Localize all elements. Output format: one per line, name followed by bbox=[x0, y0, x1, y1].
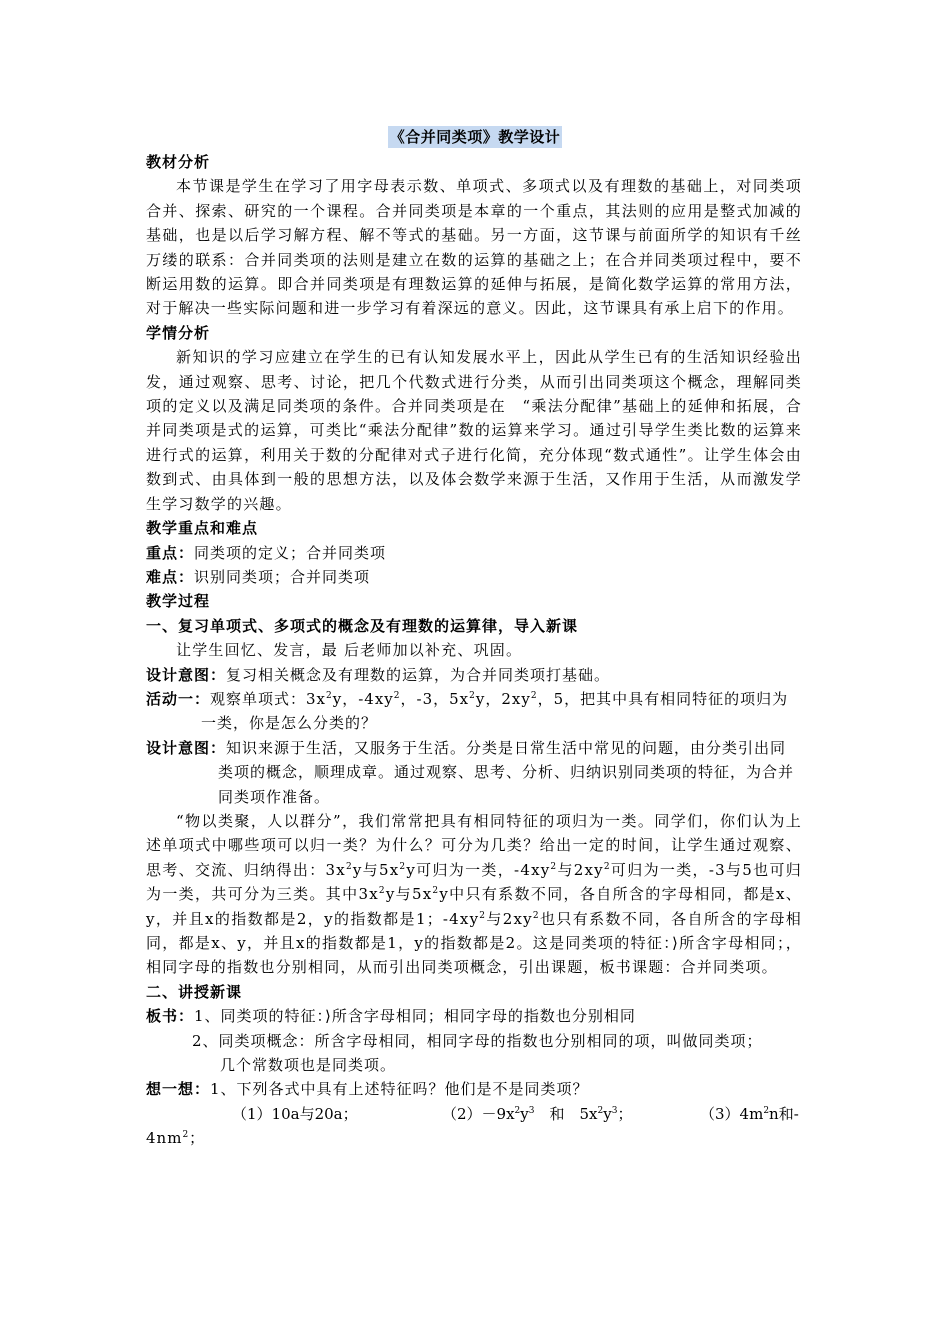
exercise-text: 和 5x bbox=[534, 1104, 598, 1123]
paragraph-text: y中只有系数不同，各自所含的字母相同，都是x、y，并且x的指数都是2，y的指数都是1；-4xy bbox=[146, 885, 803, 928]
exercise-text: 4nm bbox=[146, 1129, 183, 1148]
exercise-text: （2）－9x bbox=[442, 1104, 515, 1123]
difficulty-label: 难点： bbox=[146, 567, 195, 586]
board-line-1 bbox=[146, 1004, 802, 1028]
design-intent-1-text: 复习相关概念及有理数的运算，为合并同类项打基础。 bbox=[226, 665, 611, 684]
exponent: 2 bbox=[530, 690, 538, 701]
board-item-3: 几个常数项也是同类项。 bbox=[220, 1056, 397, 1075]
exponent: 2 bbox=[326, 690, 333, 701]
difficulty-text: 识别同类项；合并同类项 bbox=[194, 567, 371, 586]
document-body bbox=[146, 150, 802, 1151]
think-line bbox=[146, 1077, 802, 1101]
exponent: 2 bbox=[399, 861, 407, 872]
exponent: 2 bbox=[182, 1130, 190, 1141]
board-label: 板书： bbox=[146, 1007, 195, 1026]
document-title: 《合并同类项》教学设计 bbox=[389, 128, 561, 146]
exercise-2 bbox=[442, 1102, 632, 1126]
think-label: 想一想： bbox=[146, 1080, 211, 1099]
exponent: 3 bbox=[528, 1105, 535, 1116]
exercise-text: ； bbox=[189, 1129, 206, 1148]
design-intent-1 bbox=[146, 663, 802, 687]
exponent: 2 bbox=[603, 861, 611, 872]
exercise-text: n和- bbox=[769, 1104, 799, 1123]
exponent: 2 bbox=[550, 861, 558, 872]
key-point-text: 同类项的定义；合并同类项 bbox=[194, 543, 387, 562]
heading-key-points: 教学重点和难点 bbox=[146, 519, 259, 538]
key-point-label: 重点： bbox=[146, 543, 195, 562]
exponent: 2 bbox=[469, 690, 476, 701]
exercise-1: （1）10a与20a； bbox=[232, 1104, 358, 1123]
exercise-3 bbox=[700, 1102, 799, 1126]
exercise-3-continued bbox=[146, 1126, 802, 1150]
activity-one-label: 活动一： bbox=[146, 689, 211, 708]
activity-text: ，-3，5x bbox=[400, 689, 470, 708]
paragraph-text: 也只有系数不同，各自所含的字母相同，都是x、y，并且x的指数都是1，y的指数都是2。这是同类项的特征：⟩所含字母相同；，相同字母的指数也分别相同，从而引出同类项概念，引出课题，板书课题：合并同类项。 bbox=[146, 909, 803, 977]
heading-student-analysis: 学情分析 bbox=[146, 323, 211, 342]
heading-textbook-analysis: 教材分析 bbox=[146, 153, 211, 171]
activity-text: y，-4xy bbox=[332, 689, 394, 708]
paragraph-text: 与2xy bbox=[557, 860, 604, 879]
exponent: 2 bbox=[479, 910, 487, 921]
exponent: 2 bbox=[432, 886, 440, 897]
activity-text: y，2xy bbox=[475, 689, 531, 708]
activity-text: ，5，把其中具有相同特征的项归为一类，你是怎么分类的？ bbox=[201, 689, 789, 733]
paragraph-text: y可归为一类，-4xy bbox=[406, 860, 551, 879]
activity-text: 观察单项式：3x bbox=[210, 689, 327, 708]
exponent: 2 bbox=[532, 910, 540, 921]
exercise-text: y bbox=[603, 1104, 612, 1123]
part1-text: 让学生回忆、发言，最 后老师加以补充、巩固。 bbox=[176, 641, 523, 660]
exponent: 2 bbox=[597, 1105, 604, 1116]
exponent: 2 bbox=[763, 1105, 770, 1116]
paragraph-text: 可归为一类，-3与5也可归为一类，共可分为三类。其中3x bbox=[146, 860, 803, 904]
classification-paragraph bbox=[146, 809, 802, 980]
design-intent-2 bbox=[146, 736, 802, 809]
board-item-2: 2、同类项概念：所含字母相同，相同字母的指数也分别相同的项，叫做同类项； bbox=[192, 1031, 763, 1050]
exponent: 2 bbox=[345, 861, 353, 872]
paragraph-text: y与5x bbox=[352, 860, 400, 879]
difficulty-line bbox=[146, 565, 802, 589]
paragraph-text: y与5x bbox=[385, 885, 433, 904]
textbook-analysis-paragraph: 本节课是学生在学习了用字母表示数、单项式、多项式以及有理数的基础上，对同类项合并、探索、研究的一个课程。合并同类项是本章的一个重点，其法则的应用是整式加减的基础，也是以后学习解方程、解不等式的基础。另一方面，这节课与前面所学的知识有千丝万缕的联系：合并同类项的法则是建立在数的运算的基础之上；在合并同类项过程中，要不断运用数的运算。即合并同类项是有理数运算的延伸与拓展，是简化数学运算的常用方法，对于解决一些实际问题和进一步学习有着深远的意义。因此，这节课具有承上启下的作用。 bbox=[146, 177, 802, 318]
part1-heading: 一、复习单项式、多项式的概念及有理数的运算律，导入新课 bbox=[146, 616, 579, 635]
design-intent-2-text: 知识来源于生活，又服务于生活。分类是日常生活中常见的问题，由分类引出同类项的概念，顺理成章。通过观察、思考、分析、归纳识别同类项的特征，为合并同类项作准备。 bbox=[218, 738, 795, 806]
think-text: 1、下列各式中具有上述特征吗？他们是不是同类项？ bbox=[210, 1080, 589, 1099]
exponent: 2 bbox=[378, 886, 386, 897]
exercise-text: ； bbox=[617, 1104, 633, 1123]
exercise-text: （3）4m bbox=[700, 1104, 764, 1123]
title-row bbox=[0, 126, 950, 148]
exercise-row bbox=[146, 1102, 802, 1126]
exponent: 2 bbox=[393, 690, 401, 701]
activity-one bbox=[146, 687, 802, 736]
heading-teaching-process: 教学过程 bbox=[146, 592, 211, 611]
key-point-line bbox=[146, 541, 802, 565]
design-intent-1-label: 设计意图： bbox=[146, 665, 227, 684]
student-analysis-paragraph: 新知识的学习应建立在学生的已有认知发展水平上，因此从学生已有的生活知识经验出发，通过观察、思考、讨论，把几个代数式进行分类，从而引出同类项这个概念，理解同类项的定义以及满足同类项的条件。合并同类项是在 “乘法分配律”基础上的延伸和拓展，合并同类项是式的运算，可类比“乘法分配律”数的运算来学习。通过引导学生类比数的运算来进行式的运算，利用关于数的分配律对式子进行化简，充分体现“数式通性”。让学生体会由数到式、由具体到一般的思想方法，以及体会数学来源于生活，又作用于生活，从而激发学生学习数学的兴趣。 bbox=[146, 348, 802, 513]
exercise-text: y bbox=[520, 1104, 529, 1123]
paragraph-text: “物以类聚，人以群分”，我们常常把具有相同特征的项归为一类。同学们，你们认为上述单项式中哪些项可以归一类？为什么？可分为几类？给出一定的时间，让学生通过观察、思考、交流、归纳得出：3x bbox=[146, 811, 802, 879]
board-item-1: 1、同类项的特征：⟩所含字母相同；相同字母的指数也分别相同 bbox=[194, 1007, 636, 1026]
design-intent-2-label: 设计意图： bbox=[146, 738, 227, 757]
part2-heading: 二、讲授新课 bbox=[146, 982, 243, 1001]
exponent: 2 bbox=[514, 1105, 521, 1116]
exponent: 3 bbox=[611, 1105, 618, 1116]
paragraph-text: 与2xy bbox=[486, 909, 533, 928]
